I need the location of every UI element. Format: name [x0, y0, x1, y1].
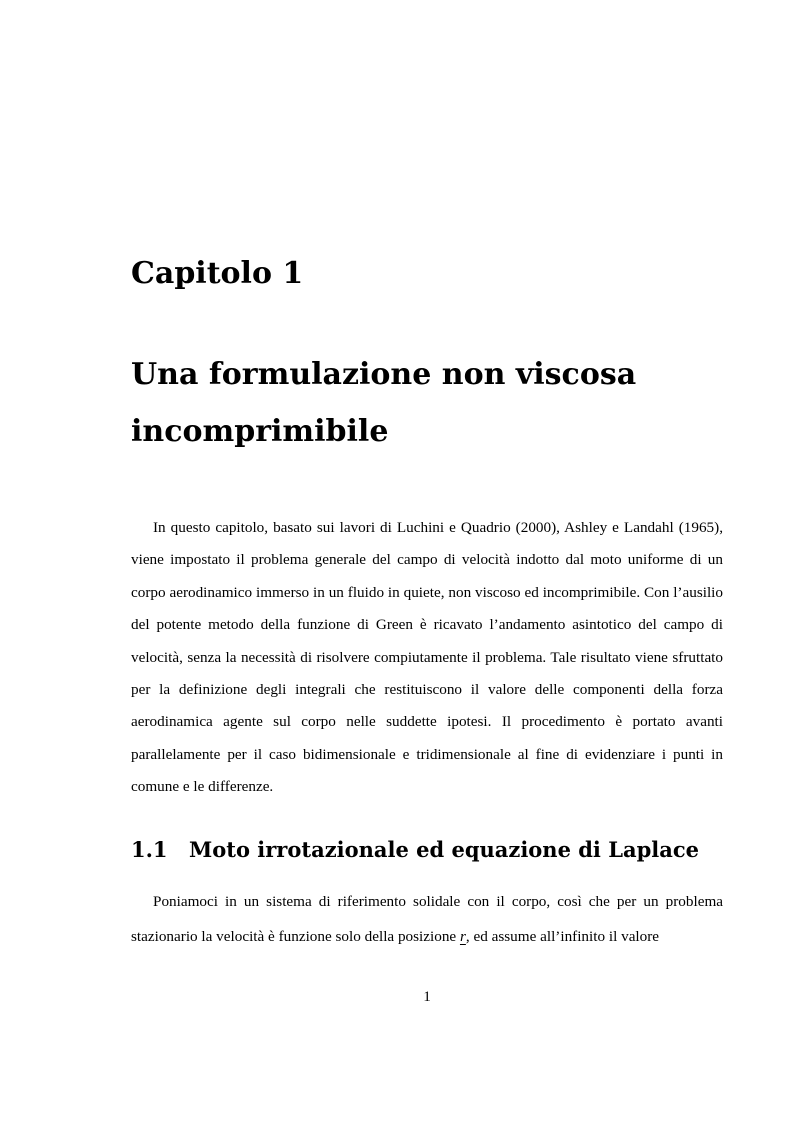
section-number: 1.1	[131, 837, 168, 862]
section-paragraph-text-end: , ed assume all’infinito il valore	[465, 928, 660, 945]
chapter-label: Capitolo 1	[131, 256, 304, 291]
section-title: Moto irrotazionale ed equazione di Laplace	[189, 837, 700, 862]
chapter-title-line-2: incomprimibile	[131, 414, 389, 449]
section-paragraph-text-start: Poniamoci in un sistema di riferimento solidale con il corpo, così che per un problema stazionario la velocità è funzione solo della posizione	[131, 893, 723, 945]
chapter-title	[131, 346, 731, 460]
section-paragraph	[131, 884, 723, 954]
intro-paragraph: In questo capitolo, basato sui lavori di Luchini e Quadrio (2000), Ashley e Landahl (1965), viene impostato il problema generale del campo di velocità indotto dal moto uniforme di un corpo aerodinamico immerso in un fluido in quiete, non viscoso ed incomprimibile. Con l’ausilio del potente metodo della funzione di Green è ricavato l’andamento asintotico del campo di velocità, senza la necessità di risolvere compiutamente il problema. Tale risultato viene sfruttato per la definizione degli integrali che restituiscono il valore delle componenti della forza aerodinamica agente sul corpo nelle suddette ipotesi. Il procedimento è portato avanti parallelamente per il caso bidimensionale e tridimensionale al fine di evidenziare i punti in comune e le differenze.	[131, 519, 723, 796]
page-number: 1	[423, 988, 431, 1005]
chapter-title-line-1: Una formulazione non viscosa	[131, 357, 637, 392]
position-vector-symbol: r	[459, 928, 466, 945]
section-heading	[131, 834, 699, 866]
